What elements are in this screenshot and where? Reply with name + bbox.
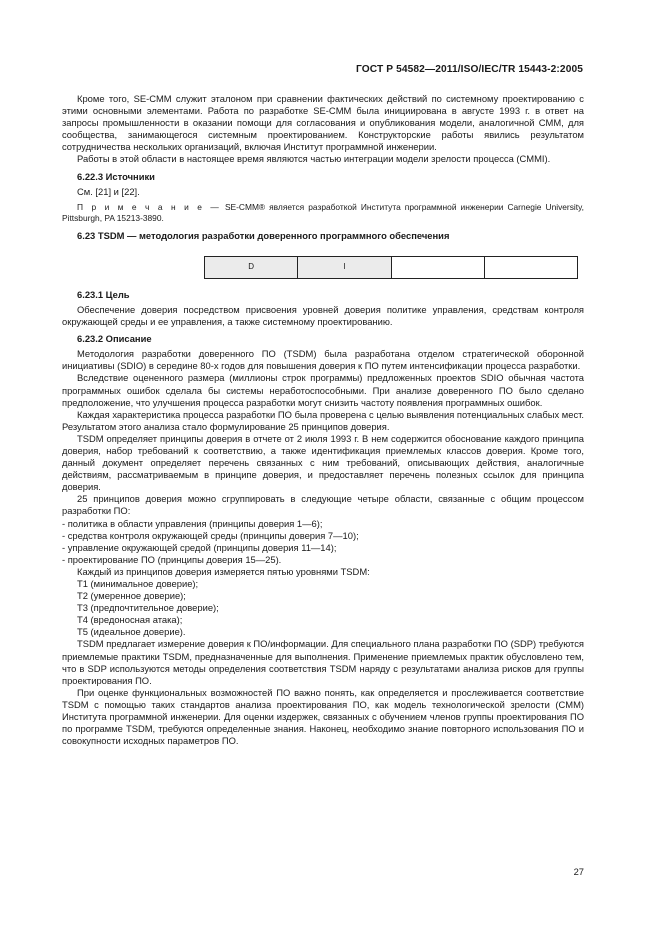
description-paragraph-4: TSDM определяет принципы доверия в отчете от 2 июля 1993 г. В нем содержится обоснование каждого принципа доверия, набор требований к соответствию, а также идентификация приемлемых классов доверия. Кроме того, данный документ определяет перечень связанных с ним требований, описывающих действия, аналогичные действиям, рассматриваемым в принципе доверия, и предоставляет перечень полезных ссылок для принципа доверия. xyxy=(62,432,584,493)
list-item: T3 (предпочтительное доверие); xyxy=(77,602,219,614)
sources-heading: 6.22.3 Источники xyxy=(77,170,155,182)
page-content xyxy=(62,93,584,747)
list-item: T1 (минимальное доверие); xyxy=(77,578,199,589)
description-paragraph-1: Методология разработки доверенного ПО (TSDM) была разработана отделом стратегической оборонной инициативы (SDIO) в середине 80-х годов для повышения доверия к ПО путем интенсификации процесса разработки. xyxy=(62,348,584,372)
description-paragraph-5: 25 принципов доверия можно сгруппировать в следующие четыре области, связанные с общим процессом разработки ПО: xyxy=(62,493,584,517)
document-header: ГОСТ Р 54582—2011/ISO/IEC/TR 15443-2:2005 xyxy=(356,64,583,75)
list-item: - проектирование ПО (принципы доверия 15—25). xyxy=(62,554,584,566)
list-item: - управление окружающей средой (принципы доверия 11—14); xyxy=(62,542,584,554)
intro-paragraph-1: Кроме того, SE-CMM служит эталоном при сравнении фактических действий по системному проектированию с этими основными элементами. Работа по разработке SE-CMM была инициирована в августе 1993 г. в ответ на запросы промышленности в оказании помощи для согласования и опубликования модели, аналогичной CMM, для сообщества, занимающегося системным проектированием. Конструкторские работы явились результатом сотрудничества нескольких организаций, включая Институт программной инженерии. xyxy=(62,93,584,153)
goal-text: Обеспечение доверия посредством присвоения уровней доверия политике управления, средствам контроля окружающей среды и ее управления, а также системному проектированию. xyxy=(62,303,584,328)
note-label: П р и м е ч а н и е — xyxy=(77,201,221,212)
description-paragraph-2: Вследствие оцененного размера (миллионы строк программы) предложенных проектов SDIO обычная частота программных ошибок сделала бы системы неработоспособными. При анализе доверенного ПО было сделано предположение, что улучшения процесса разработки могут снизить частоту появления программных ошибок. xyxy=(62,372,584,408)
description-paragraph-7: TSDM предлагает измерение доверия к ПО/информации. Для специального плана разработки ПО (SDP) требуются приемлемые практики TSDM, предназначенные для выполнения. Применение приемлемых практик обусловлено тем, что в SDP используются методы определения соответствия TSDM наряду с результатами анализа рисков для группы проектирования ПО. xyxy=(62,638,584,686)
phase-cell-4 xyxy=(484,256,577,278)
section-heading: 6.23 TSDM — методология разработки доверенного программного обеспечения xyxy=(77,229,450,241)
list-item: - политика в области управления (принципы доверия 1—6); xyxy=(62,518,584,530)
principle-areas-list xyxy=(62,518,584,566)
list-item: T2 (умеренное доверие); xyxy=(77,590,186,602)
lifecycle-phase-table xyxy=(204,256,578,279)
phase-cell-i: I xyxy=(298,256,391,278)
note-text: SE-CMM® является разработкой Института программной инженерии Carnegie University, Pittsburgh, PA 15213-3890. xyxy=(62,201,584,223)
sources-note xyxy=(62,202,584,224)
phase-cell-d: D xyxy=(205,256,298,278)
list-item: T5 (идеальное доверие). xyxy=(77,626,186,638)
description-paragraph-3: Каждая характеристика процесса разработки ПО была проверена с целью выявления потенциальных слабых мест. Результатом этого анализа стало формулирование 25 принципов доверия. xyxy=(62,408,584,432)
description-heading: 6.23.2 Описание xyxy=(77,333,152,345)
list-item: - средства контроля окружающей среды (принципы доверия 7—10); xyxy=(62,530,584,542)
list-item: T4 (вредоносная атака); xyxy=(77,614,183,626)
phase-cell-3 xyxy=(391,256,484,278)
goal-heading: 6.23.1 Цель xyxy=(77,288,130,300)
description-paragraph-8: При оценке функциональных возможностей ПО важно понять, как определяется и прослеживается соответствие TSDM с помощью таких стандартов анализа проектирования ПО, как модель технологической зрелости (CMM) Института программной инженерии. Для оценки издержек, связанных с обучением членов группы проектирования ПО по программе TSDM, требуются определенные знания. Наконец, необходимо знание повторного использования ПО и совокупности исходных параметров ПО. xyxy=(62,686,584,747)
intro-paragraph-2: Работы в этой области в настоящее время являются частью интеграции модели зрелости процесса (CMMI). xyxy=(77,153,551,165)
page-number: 27 xyxy=(573,866,584,877)
sources-reference: См. [21] и [22]. xyxy=(77,185,140,197)
tsdm-levels-list xyxy=(62,578,584,638)
description-paragraph-6: Каждый из принципов доверия измеряется пятью уровнями TSDM: xyxy=(77,565,370,577)
